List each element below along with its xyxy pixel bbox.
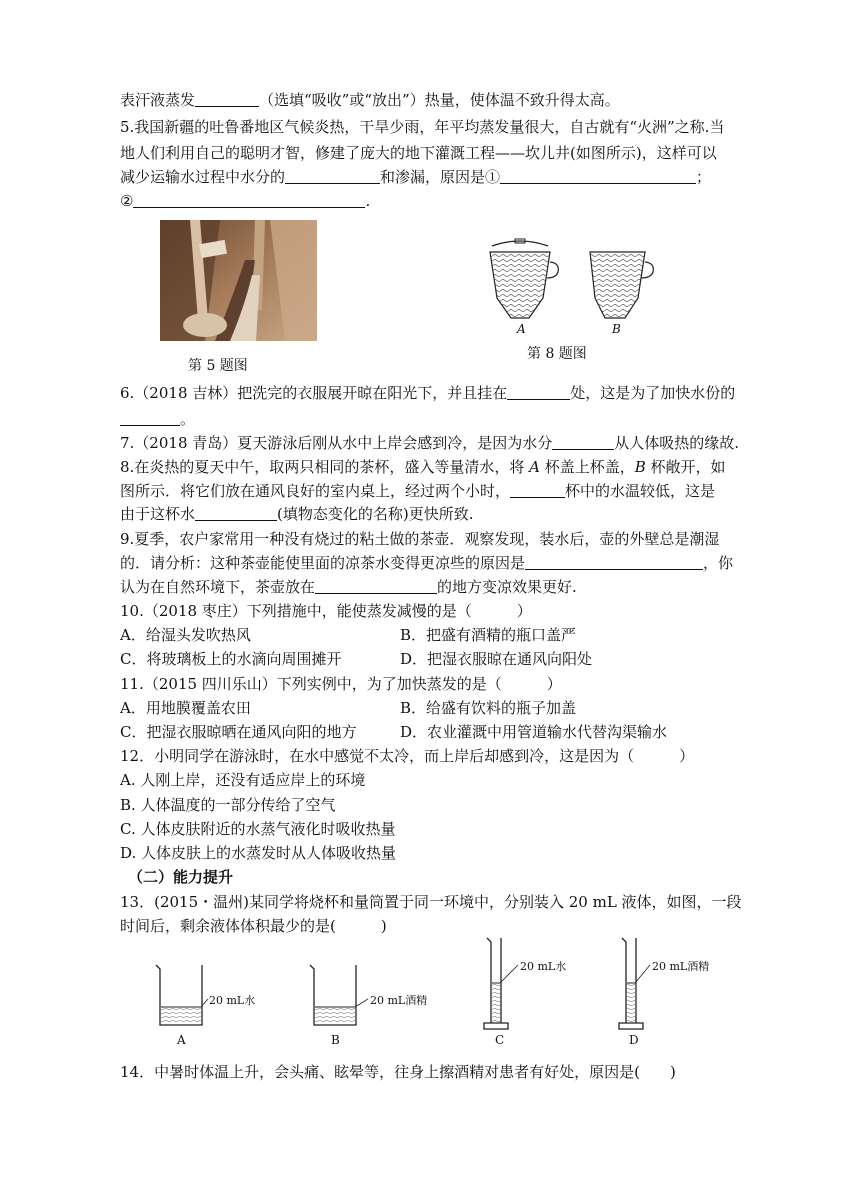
- karez-photo: [160, 220, 317, 341]
- option-d[interactable]: D. 人体皮肤上的水蒸发时从人体吸收热量: [120, 844, 397, 862]
- q5-line2: 地人们利用自己的聪明才智，修建了庞大的地下灌溉工程——坎儿井(如图所示)，这样可以: [120, 144, 717, 162]
- fig8-caption: 第 8 题图: [527, 346, 587, 362]
- blank[interactable]: [552, 435, 614, 450]
- q9-line3: 认为在自然环境下，茶壶放在 的地方变凉效果更好.: [120, 578, 577, 596]
- fig-c: C: [495, 1033, 505, 1047]
- q11-options-row1: [120, 698, 577, 718]
- q5-line3: 减少运输水过程中水分的 和渗漏，原因是① ；: [120, 168, 712, 186]
- q6-line2: 。: [120, 409, 195, 429]
- fig-a: A: [177, 1033, 186, 1047]
- q8-line1: 8.在炎热的夏天中午，取两只相同的茶杯，盛入等量清水，将 A 杯盖上杯盖，B 杯敞开，如: [120, 458, 726, 476]
- option-a[interactable]: A. 人刚上岸，还没有适应岸上的环境: [120, 771, 366, 789]
- q11-stem: 11.（2015 四川乐山）下列实例中，为了加快蒸发的是（ ）: [120, 675, 562, 693]
- label-a: 20 mL水: [209, 994, 256, 1007]
- option-c[interactable]: C．将玻璃板上的水滴向周围摊开: [120, 650, 342, 668]
- option-c[interactable]: C. 人体皮肤附近的水蒸气液化时吸收热量: [120, 820, 396, 838]
- option-b[interactable]: B．把盛有酒精的瓶口盖严: [400, 626, 577, 644]
- blank[interactable]: [507, 385, 570, 400]
- blank[interactable]: [510, 483, 565, 498]
- q6-line1: 6.（2018 吉林）把洗完的衣服展开晾在阳光下，并且挂在 处，这是为了加快水份的: [120, 384, 736, 402]
- blank[interactable]: [285, 169, 380, 184]
- cup-a-label: A: [517, 322, 526, 336]
- q12-stem: 12．小明同学在游泳时，在水中感觉不太冷，而上岸后却感到冷，这是因为（ ）: [120, 747, 695, 765]
- fig-b: B: [331, 1033, 340, 1047]
- q10-stem: 10.（2018 枣庄）下列措施中，能使蒸发减慢的是（ ）: [120, 602, 532, 620]
- q9-line1: 9.夏季，农户家常用一种没有烧过的粘土做的茶壶．观察发现，装水后，壶的外壁总是潮湿: [120, 530, 720, 548]
- q13-line1: 13．(2015・温州)某同学将烧杯和量筒置于同一环境中，分别装入 20 mL 液体，如图，一段: [120, 893, 742, 911]
- blank[interactable]: [120, 411, 180, 426]
- q8-line3: 由于这杯水 (填物态变化的名称)更快所致.: [120, 505, 474, 523]
- q14-line: 14．中暑时体温上升，会头痛、眩晕等，往身上擦酒精对患者有好处，原因是( ): [120, 1063, 676, 1081]
- section-heading: （二）能力提升: [128, 868, 234, 886]
- label-b: 20 mL酒精: [370, 994, 428, 1007]
- q11-options-row2: [120, 722, 668, 742]
- blank[interactable]: [133, 193, 365, 208]
- cups-figure: [485, 238, 660, 338]
- q5-line1: 5.我国新疆的吐鲁番地区气候炎热，干旱少雨，年平均蒸发量很大，自古就有“火洲”之称.当: [120, 118, 725, 136]
- blank[interactable]: [525, 555, 703, 570]
- q9-line2: 的．请分析：这种茶壶能使里面的凉茶水变得更凉些的原因是 ，你: [120, 554, 734, 572]
- q13-line2: 时间后，剩余液体体积最少的是( ): [120, 917, 387, 935]
- option-b[interactable]: B. 人体温度的一部分传给了空气: [120, 796, 336, 814]
- line-q4-tail: 表汗液蒸发 （选填“吸收”或“放出”）热量，使体温不致升得太高。: [120, 91, 620, 109]
- option-a[interactable]: A．用地膜覆盖农田: [120, 699, 251, 717]
- label-c: 20 mL水: [520, 960, 567, 973]
- q5-line4: ② .: [120, 192, 371, 210]
- option-b[interactable]: B．给盛有饮料的瓶子加盖: [400, 699, 577, 717]
- fig5-caption: 第 5 题图: [188, 358, 248, 374]
- fig-d: D: [629, 1033, 639, 1047]
- blank[interactable]: [195, 506, 277, 521]
- option-d[interactable]: D．把湿衣服晾在通风向阳处: [400, 650, 593, 668]
- blank[interactable]: [195, 92, 259, 107]
- option-c[interactable]: C．把湿衣服晾晒在通风向阳的地方: [120, 723, 357, 741]
- blank[interactable]: [500, 169, 696, 184]
- q10-options-row2: [120, 649, 593, 669]
- q10-options-row1: [120, 625, 577, 645]
- option-a[interactable]: A．给湿头发吹热风: [120, 626, 251, 644]
- option-d[interactable]: D．农业灌溉中用管道输水代替沟渠输水: [400, 723, 668, 741]
- q7-line: 7.（2018 青岛）夏天游泳后刚从水中上岸会感到冷，是因为水分 从人体吸热的缘故.: [120, 434, 740, 452]
- cup-b-label: B: [612, 322, 621, 336]
- blank[interactable]: [315, 579, 437, 594]
- label-d: 20 mL酒精: [652, 960, 710, 973]
- q8-line2: 图所示．将它们放在通风良好的室内桌上，经过两个小时， 杯中的水温较低，这是: [120, 482, 716, 500]
